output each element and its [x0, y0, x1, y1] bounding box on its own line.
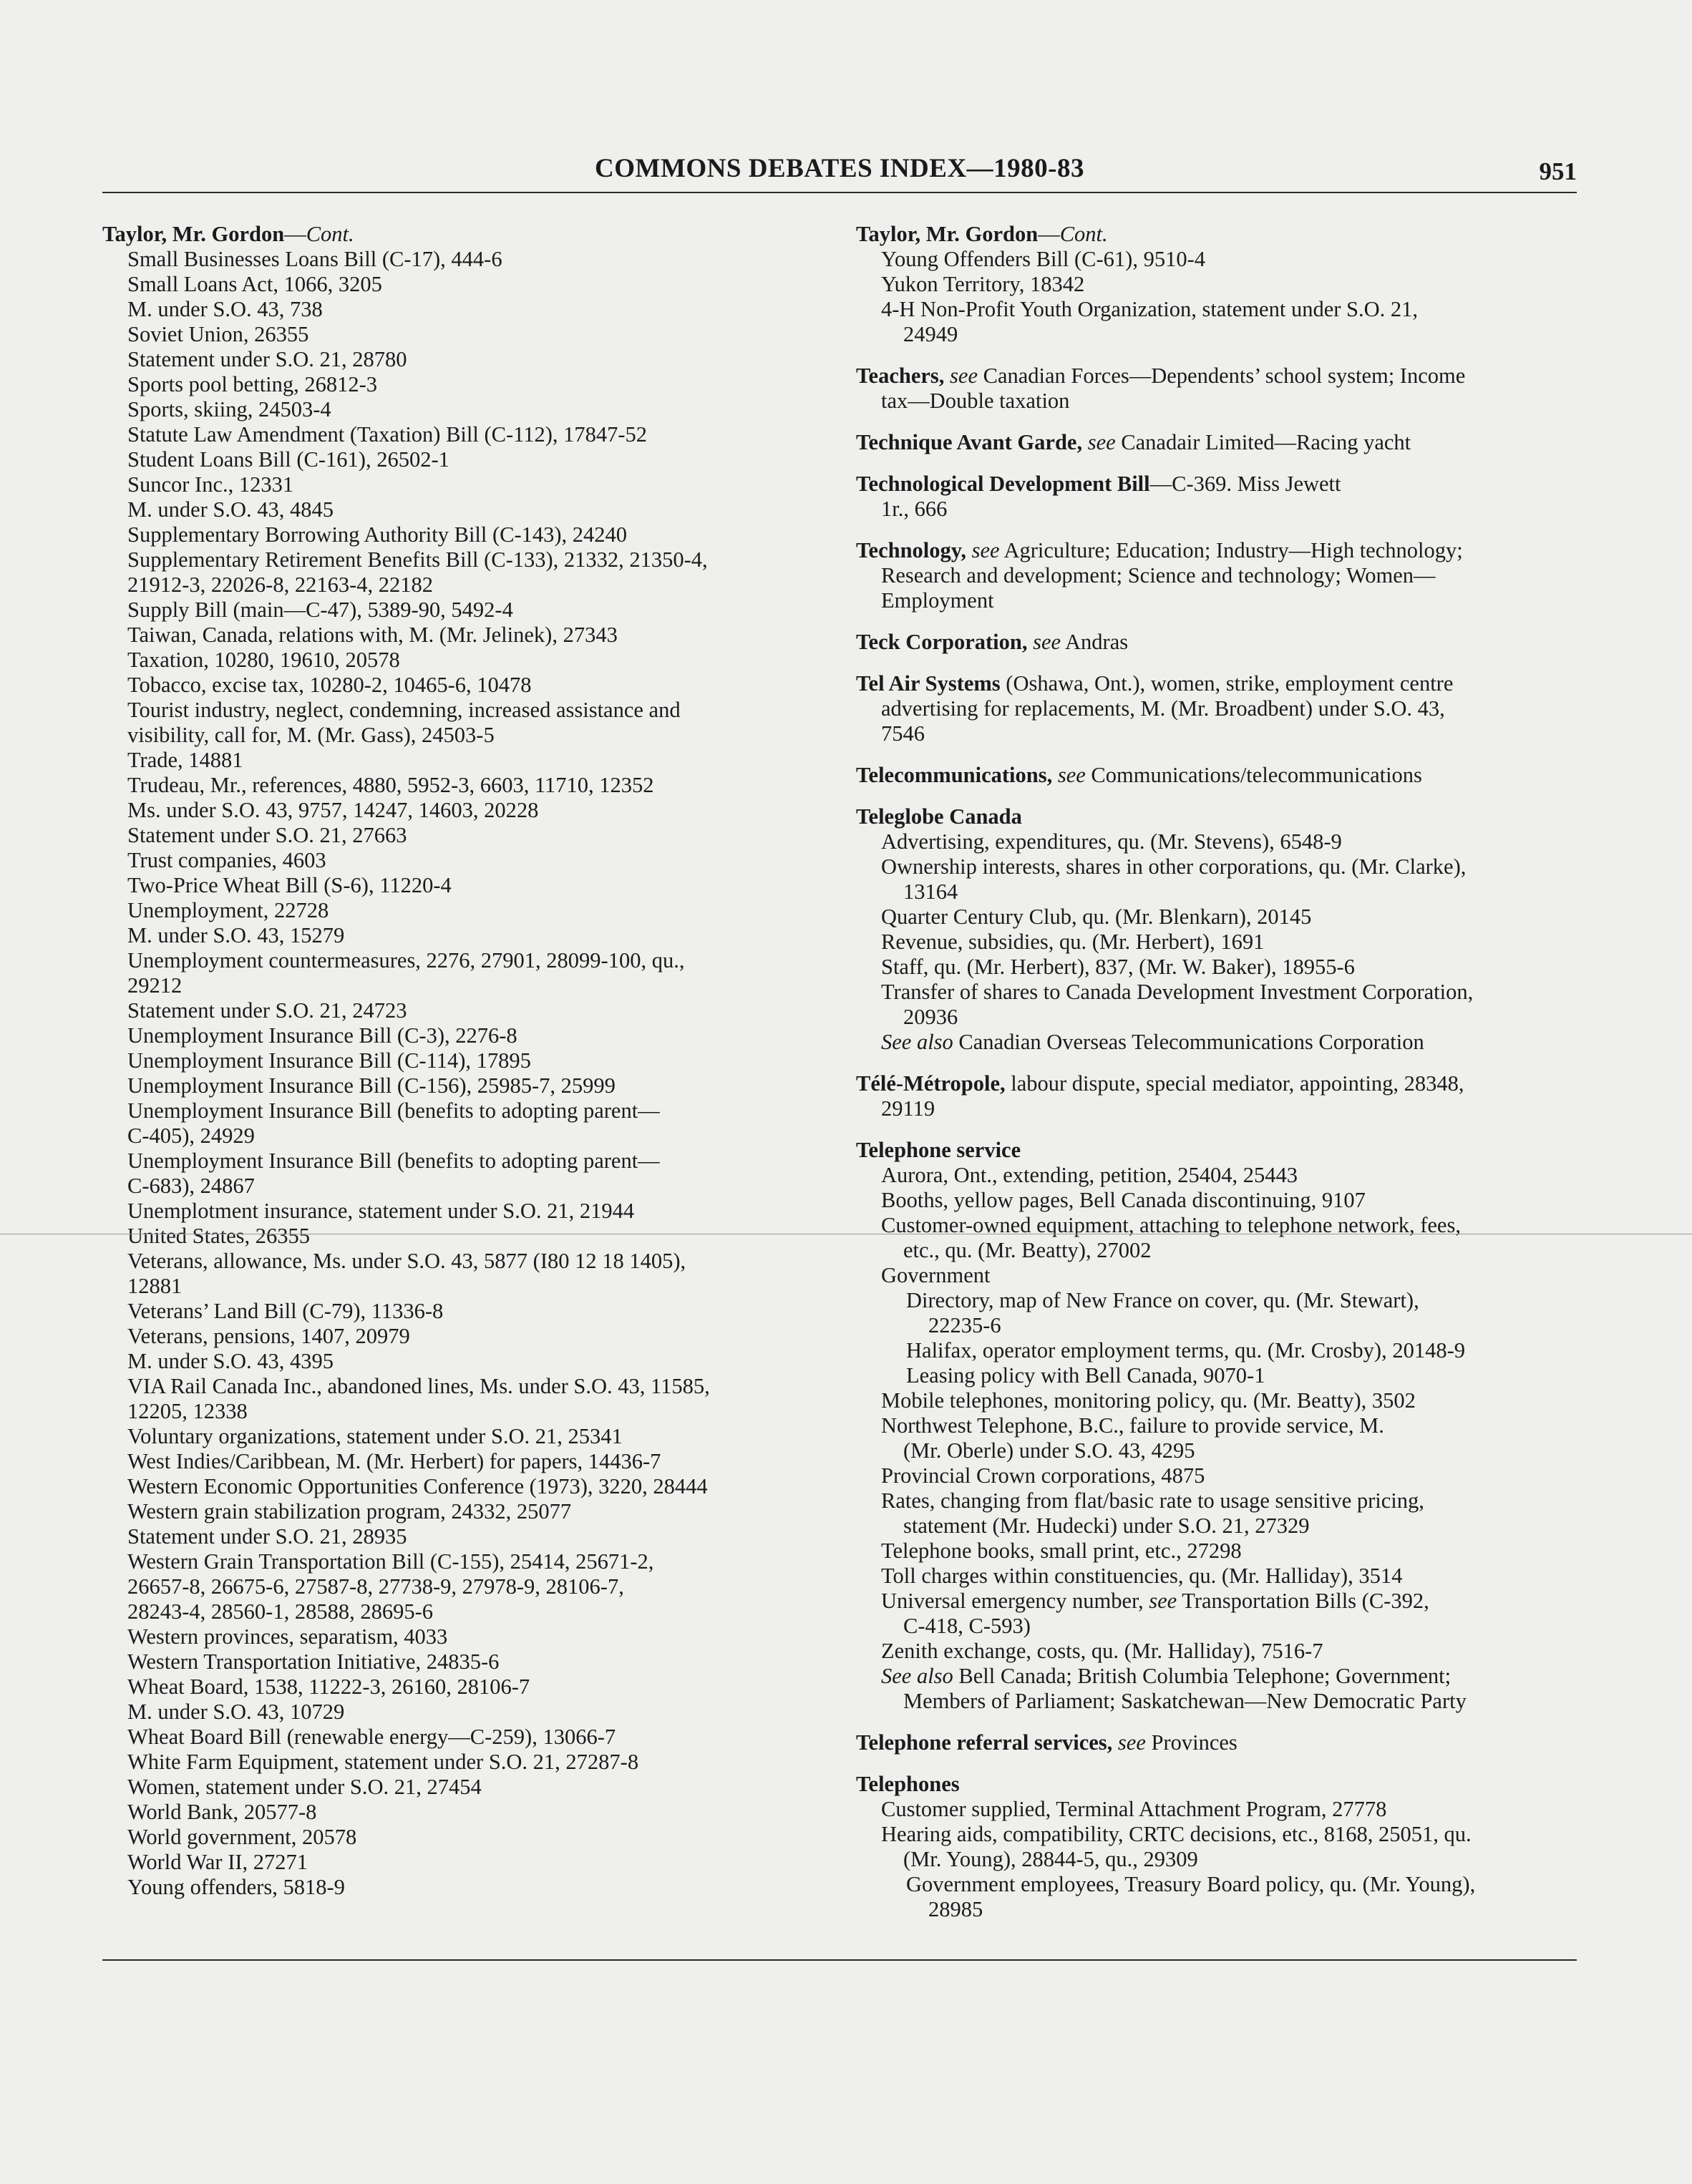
entry-text: see: [1117, 1730, 1146, 1755]
entry-text: Rates, changing from flat/basic rate to usage sensitive pricing,: [881, 1488, 1424, 1513]
entry-text: Government employees, Treasury Board policy, qu. (Mr. Young),: [906, 1872, 1476, 1896]
entry-text: Taiwan, Canada, relations with, M. (Mr. Jelinek), 27343: [127, 623, 618, 647]
entry-text: (Mr. Young), 28844-5, qu., 29309: [903, 1847, 1198, 1871]
entry-text: Technology,: [856, 538, 972, 562]
entry-text: 24949: [903, 322, 958, 346]
entry-text: Aurora, Ont., extending, petition, 25404, 25443: [881, 1163, 1298, 1187]
entry-text: Western Economic Opportunities Conference (1973), 3220, 28444: [127, 1474, 708, 1498]
index-entry: [856, 1614, 1579, 1639]
entry-text: C-405), 24929: [127, 1123, 255, 1148]
entry-text: Sports pool betting, 26812-3: [127, 372, 378, 396]
index-heading: [856, 1772, 1579, 1797]
entry-text: 13164: [903, 879, 958, 904]
entry-text: Western provinces, separatism, 4033: [127, 1624, 448, 1649]
entry-text: Wheat Board Bill (renewable energy—C-259), 13066-7: [127, 1725, 616, 1749]
entry-text: 22235-6: [928, 1313, 1001, 1337]
entry-text: Provinces: [1145, 1730, 1238, 1755]
entry-text: advertising for replacements, M. (Mr. Broadbent) under S.O. 43,: [881, 696, 1445, 721]
entry-text: VIA Rail Canada Inc., abandoned lines, Ms. under S.O. 43, 11585,: [127, 1374, 710, 1398]
entry-text: Universal emergency number,: [881, 1589, 1149, 1613]
index-entry: [102, 1875, 818, 1900]
entry-text: Telecommunications,: [856, 763, 1058, 787]
entry-text: Northwest Telephone, B.C., failure to provide service, M.: [881, 1413, 1384, 1438]
index-entry: [856, 322, 1579, 347]
entry-text: Ms. under S.O. 43, 9757, 14247, 14603, 20228: [127, 798, 539, 822]
entry-text: United States, 26355: [127, 1224, 310, 1248]
index-entry: [856, 1005, 1579, 1030]
entry-text: 28985: [928, 1897, 983, 1921]
index-entry: [102, 1424, 818, 1449]
page-number: 951: [1539, 157, 1577, 185]
index-entry: [102, 1073, 818, 1098]
entry-text: Supply Bill (main—C-47), 5389-90, 5492-4: [127, 598, 513, 622]
index-entry: [856, 1564, 1579, 1589]
index-entry: [102, 1048, 818, 1073]
entry-text: Statement under S.O. 21, 28935: [127, 1524, 407, 1549]
entry-text: M. under S.O. 43, 4395: [127, 1349, 334, 1373]
entry-text: see: [1149, 1589, 1177, 1613]
index-entry: [856, 588, 1579, 613]
entry-text: Agriculture; Education; Industry—High technology;: [999, 538, 1463, 562]
entry-text: Mobile telephones, monitoring policy, qu. (Mr. Beatty), 3502: [881, 1388, 1416, 1413]
entry-text: Transfer of shares to Canada Development Investment Corporation,: [881, 980, 1474, 1004]
index-entry: [102, 1249, 818, 1274]
index-entry: [102, 848, 818, 873]
index-entry: [102, 673, 818, 698]
index-entry: [856, 1388, 1579, 1413]
index-entry: [102, 923, 818, 948]
page-header: [102, 149, 1577, 193]
index-entry: [856, 1030, 1579, 1055]
index-entry: [102, 1474, 818, 1499]
entry-text: Revenue, subsidies, qu. (Mr. Herbert), 1691: [881, 930, 1265, 954]
entry-text: Small Businesses Loans Bill (C-17), 444-6: [127, 247, 502, 271]
entry-text: Members of Parliament; Saskatchewan—New Democratic Party: [903, 1689, 1467, 1713]
index-entry: [102, 623, 818, 648]
entry-text: White Farm Equipment, statement under S.O. 21, 27287-8: [127, 1750, 639, 1774]
entry-text: Women, statement under S.O. 21, 27454: [127, 1775, 482, 1799]
index-entry: [102, 598, 818, 623]
index-entry: [102, 998, 818, 1023]
entry-text: Advertising, expenditures, qu. (Mr. Stevens), 6548-9: [881, 829, 1342, 854]
entry-text: See also: [881, 1030, 953, 1054]
entry-text: M. under S.O. 43, 10729: [127, 1700, 345, 1724]
index-entry: [856, 1639, 1579, 1664]
entry-text: Transportation Bills (C-392,: [1177, 1589, 1429, 1613]
index-entry: [102, 1775, 818, 1800]
entry-text: Taxation, 10280, 19610, 20578: [127, 648, 400, 672]
index-entry: [856, 1363, 1579, 1388]
index-entry: [856, 1238, 1579, 1263]
index-entry: [102, 1624, 818, 1649]
entry-text: Statement under S.O. 21, 27663: [127, 823, 407, 847]
index-entry: [102, 1324, 818, 1349]
index-entry: [856, 247, 1579, 272]
entry-text: 20936: [903, 1005, 958, 1029]
index-entry: [856, 1313, 1579, 1338]
entry-text: M. under S.O. 43, 738: [127, 297, 323, 321]
index-entry: [856, 696, 1579, 721]
index-entry: [856, 1822, 1579, 1847]
index-entry: [102, 1825, 818, 1850]
index-heading: [856, 630, 1579, 655]
index-entry: [856, 1188, 1579, 1213]
entry-text: See also: [881, 1664, 953, 1688]
index-entry: [102, 773, 818, 798]
entry-text: see: [1033, 630, 1061, 654]
index-entry: [856, 272, 1579, 297]
entry-text: Technological Development Bill: [856, 472, 1150, 496]
entry-text: Teleglobe Canada: [856, 804, 1022, 829]
entry-text: see: [1057, 763, 1086, 787]
index-entry: [102, 1524, 818, 1549]
index-entry: [102, 1850, 818, 1875]
entry-text: Telephones: [856, 1772, 960, 1796]
index-entry: [102, 1750, 818, 1775]
entry-text: 28243-4, 28560-1, 28588, 28695-6: [127, 1599, 433, 1624]
entry-text: Unemployment Insurance Bill (benefits to adopting parent—: [127, 1149, 660, 1173]
entry-text: visibility, call for, M. (Mr. Gass), 24503-5: [127, 723, 495, 747]
bottom-rule: [102, 1959, 1577, 1961]
index-entry: [856, 1488, 1579, 1513]
index-entry: [856, 1463, 1579, 1488]
index-entry: [856, 1096, 1579, 1121]
entry-text: Supplementary Retirement Benefits Bill (C-133), 21332, 21350-4,: [127, 547, 708, 572]
index-entry: [856, 879, 1579, 905]
entry-text: Trade, 14881: [127, 748, 243, 772]
entry-text: Provincial Crown corporations, 4875: [881, 1463, 1205, 1488]
index-entry: [102, 497, 818, 522]
entry-text: Staff, qu. (Mr. Herbert), 837, (Mr. W. Baker), 18955-6: [881, 955, 1355, 979]
index-entry: [856, 1797, 1579, 1822]
index-entry: [102, 798, 818, 823]
index-heading: [856, 1071, 1579, 1096]
index-entry: [102, 1299, 818, 1324]
index-entry: [856, 1539, 1579, 1564]
entry-text: Telephone service: [856, 1138, 1021, 1162]
entry-text: Veterans, allowance, Ms. under S.O. 43, 5877 (I80 12 18 1405),: [127, 1249, 686, 1273]
index-entry: [102, 648, 818, 673]
index-entry: [102, 397, 818, 422]
entry-text: Suncor Inc., 12331: [127, 472, 294, 497]
entry-text: C-683), 24867: [127, 1174, 255, 1198]
entry-text: Tourist industry, neglect, condemning, increased assistance and: [127, 698, 681, 722]
entry-text: —: [1038, 222, 1060, 246]
entry-text: Ownership interests, shares in other corporations, qu. (Mr. Clarke),: [881, 854, 1467, 879]
entry-text: Technique Avant Garde,: [856, 430, 1088, 454]
index-entry: [856, 854, 1579, 879]
index-entry: [856, 1413, 1579, 1438]
entry-text: Cont.: [1059, 222, 1108, 246]
index-entry: [856, 1689, 1579, 1714]
entry-text: Directory, map of New France on cover, qu. (Mr. Stewart),: [906, 1288, 1419, 1312]
entry-text: —: [284, 222, 306, 246]
index-entry: [102, 1374, 818, 1399]
index-entry: [856, 1664, 1579, 1689]
index-heading: [856, 1730, 1579, 1755]
index-entry: [102, 422, 818, 447]
entry-text: Student Loans Bill (C-161), 26502-1: [127, 447, 449, 472]
index-entry: [102, 572, 818, 598]
index-entry: [856, 1872, 1579, 1897]
index-entry: [102, 522, 818, 547]
index-heading: [856, 671, 1579, 696]
entry-text: Statement under S.O. 21, 24723: [127, 998, 407, 1023]
entry-text: Télé-Métropole,: [856, 1071, 1006, 1096]
entry-text: Tobacco, excise tax, 10280-2, 10465-6, 10478: [127, 673, 532, 697]
entry-text: M. under S.O. 43, 4845: [127, 497, 334, 522]
index-entry: [856, 1263, 1579, 1288]
index-entry: [856, 1163, 1579, 1188]
index-entry: [102, 1800, 818, 1825]
index-entry: [102, 948, 818, 973]
entry-text: Canadian Forces—Dependents’ school system; Income: [977, 364, 1466, 388]
index-heading: [856, 538, 1579, 563]
index-entry: [102, 723, 818, 748]
entry-text: see: [950, 364, 978, 388]
entry-text: Unemplotment insurance, statement under S.O. 21, 21944: [127, 1199, 635, 1223]
entry-text: see: [971, 538, 1000, 562]
entry-text: Statement under S.O. 21, 28780: [127, 347, 407, 371]
entry-text: Supplementary Borrowing Authority Bill (C-143), 24240: [127, 522, 628, 547]
entry-text: Statute Law Amendment (Taxation) Bill (C-112), 17847-52: [127, 422, 648, 447]
index-entry: [102, 1174, 818, 1199]
entry-text: 21912-3, 22026-8, 22163-4, 22182: [127, 572, 433, 597]
entry-text: Booths, yellow pages, Bell Canada discontinuing, 9107: [881, 1188, 1366, 1212]
entry-text: labour dispute, special mediator, appointing, 28348,: [1005, 1071, 1464, 1096]
entry-text: Halifax, operator employment terms, qu. (Mr. Crosby), 20148-9: [906, 1338, 1465, 1362]
index-entry: [102, 272, 818, 297]
index-heading: [856, 364, 1579, 389]
entry-text: Canadair Limited—Racing yacht: [1115, 430, 1411, 454]
index-entry: [102, 472, 818, 497]
entry-text: World government, 20578: [127, 1825, 357, 1849]
entry-text: Veterans’ Land Bill (C-79), 11336-8: [127, 1299, 444, 1323]
index-entry: [856, 829, 1579, 854]
entry-text: Unemployment, 22728: [127, 898, 329, 922]
entry-text: Telephone books, small print, etc., 27298: [881, 1539, 1242, 1563]
index-heading: [856, 222, 1579, 247]
entry-text: Zenith exchange, costs, qu. (Mr. Halliday), 7516-7: [881, 1639, 1323, 1663]
index-entry: [856, 1589, 1579, 1614]
index-entry: [102, 898, 818, 923]
entry-text: etc., qu. (Mr. Beatty), 27002: [903, 1238, 1152, 1262]
index-entry: [102, 547, 818, 572]
index-heading: [856, 763, 1579, 788]
entry-text: Teck Corporation,: [856, 630, 1034, 654]
entry-text: Communications/telecommunications: [1085, 763, 1422, 787]
entry-text: 12881: [127, 1274, 183, 1298]
entry-text: Voluntary organizations, statement under S.O. 21, 25341: [127, 1424, 623, 1448]
index-entry: [102, 1649, 818, 1674]
index-entry: [102, 1023, 818, 1048]
entry-text: Young offenders, 5818-9: [127, 1875, 345, 1899]
index-entry: [102, 1674, 818, 1700]
entry-text: 29212: [127, 973, 183, 998]
index-entry: [856, 1513, 1579, 1539]
entry-text: —C-369. Miss Jewett: [1149, 472, 1341, 496]
index-heading: [856, 430, 1579, 455]
index-entry: [856, 563, 1579, 588]
index-entry: [102, 748, 818, 773]
index-entry: [856, 905, 1579, 930]
index-entry: [102, 347, 818, 372]
index-entry: [856, 955, 1579, 980]
entry-text: 7546: [881, 721, 925, 746]
entry-text: Unemployment Insurance Bill (C-156), 25985-7, 25999: [127, 1073, 616, 1098]
entry-text: Two-Price Wheat Bill (S-6), 11220-4: [127, 873, 452, 897]
index-entry: [102, 698, 818, 723]
entry-text: Unemployment countermeasures, 2276, 27901, 28099-100, qu.,: [127, 948, 685, 972]
entry-text: Wheat Board, 1538, 11222-3, 26160, 28106-7: [127, 1674, 530, 1699]
page-title: COMMONS DEBATES INDEX—1980-83: [595, 154, 1084, 183]
entry-text: Trudeau, Mr., references, 4880, 5952-3, 6603, 11710, 12352: [127, 773, 654, 797]
entry-text: Small Loans Act, 1066, 3205: [127, 272, 382, 296]
index-entry: [102, 322, 818, 347]
index-entry: [102, 1149, 818, 1174]
entry-text: Western Grain Transportation Bill (C-155), 25414, 25671-2,: [127, 1549, 654, 1574]
index-entry: [102, 372, 818, 397]
index-entry: [102, 1599, 818, 1624]
entry-text: 1r., 666: [881, 497, 948, 521]
entry-text: Leasing policy with Bell Canada, 9070-1: [906, 1363, 1265, 1388]
entry-text: M. under S.O. 43, 15279: [127, 923, 345, 947]
index-entry: [102, 297, 818, 322]
entry-text: Western grain stabilization program, 24332, 25077: [127, 1499, 572, 1524]
index-column-right: [856, 222, 1579, 1922]
entry-text: Bell Canada; British Columbia Telephone; Government;: [953, 1664, 1452, 1688]
index-entry: [856, 980, 1579, 1005]
entry-text: Soviet Union, 26355: [127, 322, 309, 346]
index-entry: [102, 1725, 818, 1750]
entry-text: Employment: [881, 588, 994, 613]
index-column-left: [102, 222, 818, 1900]
index-entry: [102, 973, 818, 998]
index-entry: [856, 497, 1579, 522]
entry-text: Teachers,: [856, 364, 950, 388]
index-entry: [856, 1847, 1579, 1872]
entry-text: Unemployment Insurance Bill (C-3), 2276-8: [127, 1023, 517, 1048]
index-entry: [856, 1897, 1579, 1922]
entry-text: 4-H Non-Profit Youth Organization, statement under S.O. 21,: [881, 297, 1419, 321]
entry-text: Quarter Century Club, qu. (Mr. Blenkarn), 20145: [881, 905, 1312, 929]
entry-text: Young Offenders Bill (C-61), 9510-4: [881, 247, 1205, 271]
entry-text: Research and development; Science and technology; Women—: [881, 563, 1436, 588]
entry-text: C-418, C-593): [903, 1614, 1031, 1638]
index-entry: [102, 1574, 818, 1599]
index-entry: [102, 1449, 818, 1474]
index-entry: [856, 389, 1579, 414]
entry-text: Unemployment Insurance Bill (benefits to adopting parent—: [127, 1098, 660, 1123]
entry-text: Customer-owned equipment, attaching to telephone network, fees,: [881, 1213, 1461, 1237]
entry-text: Hearing aids, compatibility, CRTC decisions, etc., 8168, 25051, qu.: [881, 1822, 1472, 1846]
entry-text: West Indies/Caribbean, M. (Mr. Herbert) for papers, 14436-7: [127, 1449, 661, 1473]
index-entry: [102, 1199, 818, 1224]
entry-text: Sports, skiing, 24503-4: [127, 397, 331, 421]
entry-text: Unemployment Insurance Bill (C-114), 17895: [127, 1048, 531, 1073]
index-entry: [102, 823, 818, 848]
index-entry: [102, 1098, 818, 1123]
index-heading: [102, 222, 818, 247]
entry-text: (Oshawa, Ont.), women, strike, employment centre: [1000, 671, 1454, 696]
entry-text: World War II, 27271: [127, 1850, 308, 1874]
entry-text: Yukon Territory, 18342: [881, 272, 1085, 296]
entry-text: Telephone referral services,: [856, 1730, 1118, 1755]
index-entry: [102, 1274, 818, 1299]
index-heading: [856, 1138, 1579, 1163]
entry-text: World Bank, 20577-8: [127, 1800, 317, 1824]
entry-text: 12205, 12338: [127, 1399, 248, 1423]
index-entry: [102, 1549, 818, 1574]
entry-text: Tel Air Systems: [856, 671, 1001, 696]
index-entry: [102, 1224, 818, 1249]
entry-text: Toll charges within constituencies, qu. (Mr. Halliday), 3514: [881, 1564, 1403, 1588]
entry-text: Veterans, pensions, 1407, 20979: [127, 1324, 410, 1348]
index-entry: [856, 297, 1579, 322]
entry-text: 26657-8, 26675-6, 27587-8, 27738-9, 27978-9, 28106-7,: [127, 1574, 624, 1599]
index-entry: [102, 1123, 818, 1149]
index-entry: [102, 1700, 818, 1725]
index-entry: [102, 247, 818, 272]
entry-text: statement (Mr. Hudecki) under S.O. 21, 27329: [903, 1513, 1310, 1538]
entry-text: see: [1087, 430, 1116, 454]
index-entry: [856, 1288, 1579, 1313]
index-entry: [102, 447, 818, 472]
index-entry: [856, 930, 1579, 955]
entry-text: Taylor, Mr. Gordon: [856, 222, 1039, 246]
index-entry: [856, 721, 1579, 746]
index-entry: [102, 1399, 818, 1424]
index-entry: [856, 1338, 1579, 1363]
index-heading: [856, 472, 1579, 497]
index-entry: [102, 1349, 818, 1374]
entry-text: Customer supplied, Terminal Attachment Program, 27778: [881, 1797, 1387, 1821]
entry-text: 29119: [881, 1096, 935, 1121]
index-entry: [102, 1499, 818, 1524]
entry-text: tax—Double taxation: [881, 389, 1070, 413]
entry-text: Andras: [1061, 630, 1129, 654]
entry-text: Western Transportation Initiative, 24835-6: [127, 1649, 500, 1674]
entry-text: Canadian Overseas Telecommunications Corporation: [953, 1030, 1424, 1054]
entry-text: Trust companies, 4603: [127, 848, 326, 872]
entry-text: (Mr. Oberle) under S.O. 43, 4295: [903, 1438, 1195, 1463]
entry-text: Cont.: [306, 222, 354, 246]
index-entry: [856, 1438, 1579, 1463]
index-entry: [102, 873, 818, 898]
index-heading: [856, 804, 1579, 829]
entry-text: Taylor, Mr. Gordon: [102, 222, 285, 246]
entry-text: Government: [881, 1263, 991, 1287]
